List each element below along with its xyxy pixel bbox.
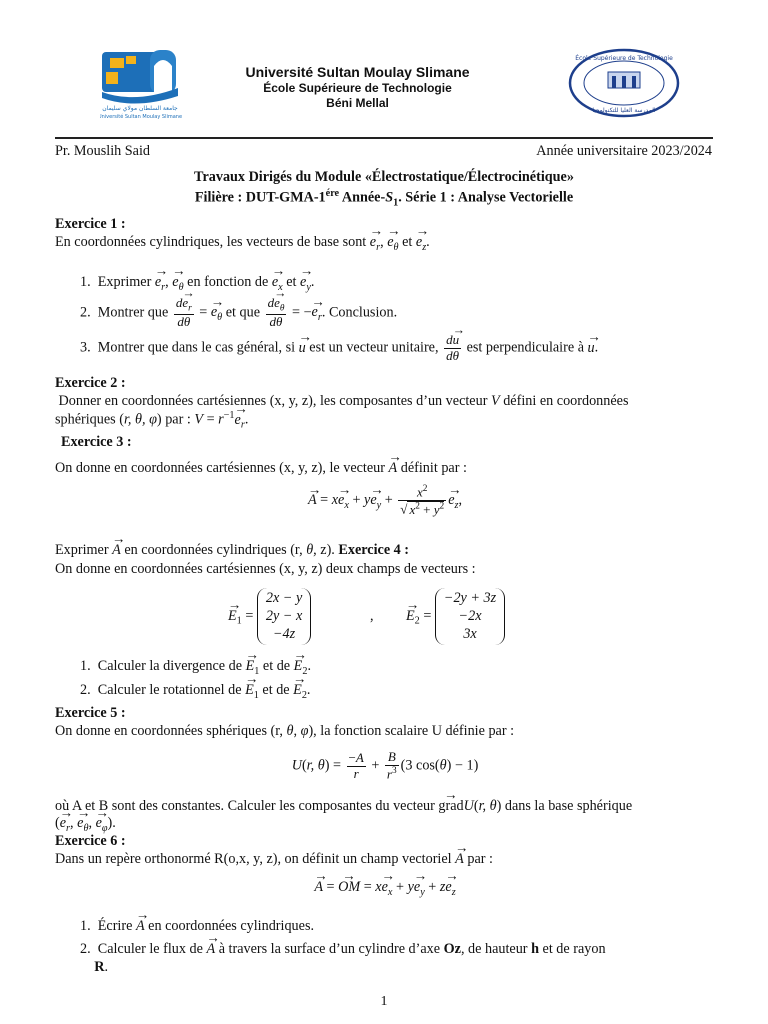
exercise-3-intro: On donne en coordonnées cartésiennes (x, y, z), le vecteur → A définit par : (55, 460, 715, 477)
school-seal-logo (568, 48, 680, 118)
module-title: Travaux Dirigés du Module «Électrostatique/Électrocinétique» (194, 169, 574, 185)
svg-text:Université Sultan Moulay Slima: Université Sultan Moulay Slimane (100, 114, 183, 120)
svg-text:المدرسة العليا للتكنولوجيا: المدرسة العليا للتكنولوجيا (592, 107, 656, 114)
school-name: École Supérieure de Technologie (263, 81, 452, 95)
exercise-1-intro: En coordonnées cylindriques, les vecteurs de base sont → $e_r$, → $e_\theta$ et → $e_z$. (55, 234, 715, 254)
svg-text:École Supérieure de Technologi: École Supérieure de Technologie (575, 55, 673, 62)
exercise-6-equation: → A = → OM = $x\to e_x + y\to e_y + z\to e_z$ (55, 879, 715, 898)
exercise-2-text: Donner en coordonnées cartésiennes (x, y, z), les composantes d’un vecteur V défini en coordonnées sphériques (r, θ, φ) par : $V = r^{-1}\to e_r$. (55, 393, 715, 432)
academic-year: Année universitaire 2023/2024 (536, 143, 712, 159)
exercise-6-heading: Exercice 6 : (55, 833, 126, 849)
exercise-6-item-2: 2. Calculer le flux de → A à travers la surface d’un cylindre d’axe Oz, de hauteur h et de rayon R. (80, 941, 720, 977)
exercise-3-question: Exprimer → A en coordonnées cylindriques (r, θ, z). Exercice 4 : (55, 542, 715, 559)
exercise-5-question: où A et B sont des constantes. Calculer les composantes du vecteur → gradU(r, θ) dans la base sphérique (→ $e_r$, → $e_\theta$, → $e_\varphi$). (55, 798, 715, 835)
page-number: 1 (380, 994, 388, 1009)
exercise-4-e2: → $E_2$ = −2y + 3z −2x 3x (406, 588, 505, 645)
exercise-1-heading: Exercice 1 : (55, 216, 126, 232)
exercise-6-item-1: 1. Écrire → A en coordonnées cylindriques. (80, 918, 720, 935)
header-rule (55, 137, 713, 139)
exercise-3-equation: → $A = x\to e_x + y\to e_y$ + $\frac{x^2}{√ x^2 + y^2}$ → $e_z$, (55, 484, 715, 518)
exercise-4-e1: → $E_1$ = 2x − y 2y − x −4z (228, 588, 311, 645)
series-title: Filière : DUT-$GMA-1^{ére}$ Année-$S_1$. Série 1 : Analyse Vectorielle (194, 188, 574, 209)
university-name: Université Sultan Moulay Slimane (245, 64, 470, 80)
exercise-4-heading: Exercice 4 : (338, 542, 410, 558)
exercise-5-equation: U(r, θ) = $\frac{-A}{r}$ + $\frac{B}{r^3}$ (3 cos(θ) − 1) (291, 749, 479, 782)
exercise-1-item-3: 3. Montrer que dans le cas général, si → u est un vecteur unitaire, $\frac{d\to u}{d\theta}$ est perpendiculaire à → u. (80, 333, 720, 364)
university-logo (100, 48, 185, 120)
city-name: Béni Mellal (326, 96, 389, 110)
exercise-5-heading: Exercice 5 : (55, 705, 126, 721)
exercise-1-item-2: 2. Montrer que $\frac{d\to e_r}{d\theta}$ = → $e_\theta$ et que $\frac{d\to e_\theta}{d\theta}$ = −→ $e_r$. Conclusion. (80, 296, 720, 330)
exercise-4-item-1: 1. Calculer la divergence de → $E_1$ et de → $E_2$. (80, 658, 720, 677)
exercise-1-item-1: 1. Exprimer → $e_r$, → $e_\theta$ en fonction de → $e_x$ et → $e_y$. (80, 274, 720, 293)
exercise-3-heading: Exercice 3 : (61, 434, 132, 450)
exercise-6-intro: Dans un repère orthonormé R(o,x, y, z), on définit un champ vectoriel → A par : (55, 851, 715, 868)
exercise-4-intro: On donne en coordonnées cartésiennes (x, y, z) deux champs de vecteurs : (55, 561, 476, 577)
exercise-5-intro: On donne en coordonnées sphériques (r, θ, φ), la fonction scalaire U définie par : (55, 723, 515, 739)
exercise-4-item-2: 2. Calculer le rotationnel de → $E_1$ et de → $E_2$. (80, 682, 720, 701)
svg-text:جامعة السلطان مولاي سليمان: جامعة السلطان مولاي سليمان (102, 105, 178, 112)
professor-name: Pr. Mouslih Said (55, 143, 150, 159)
exercise-2-heading: Exercice 2 : (55, 375, 126, 391)
